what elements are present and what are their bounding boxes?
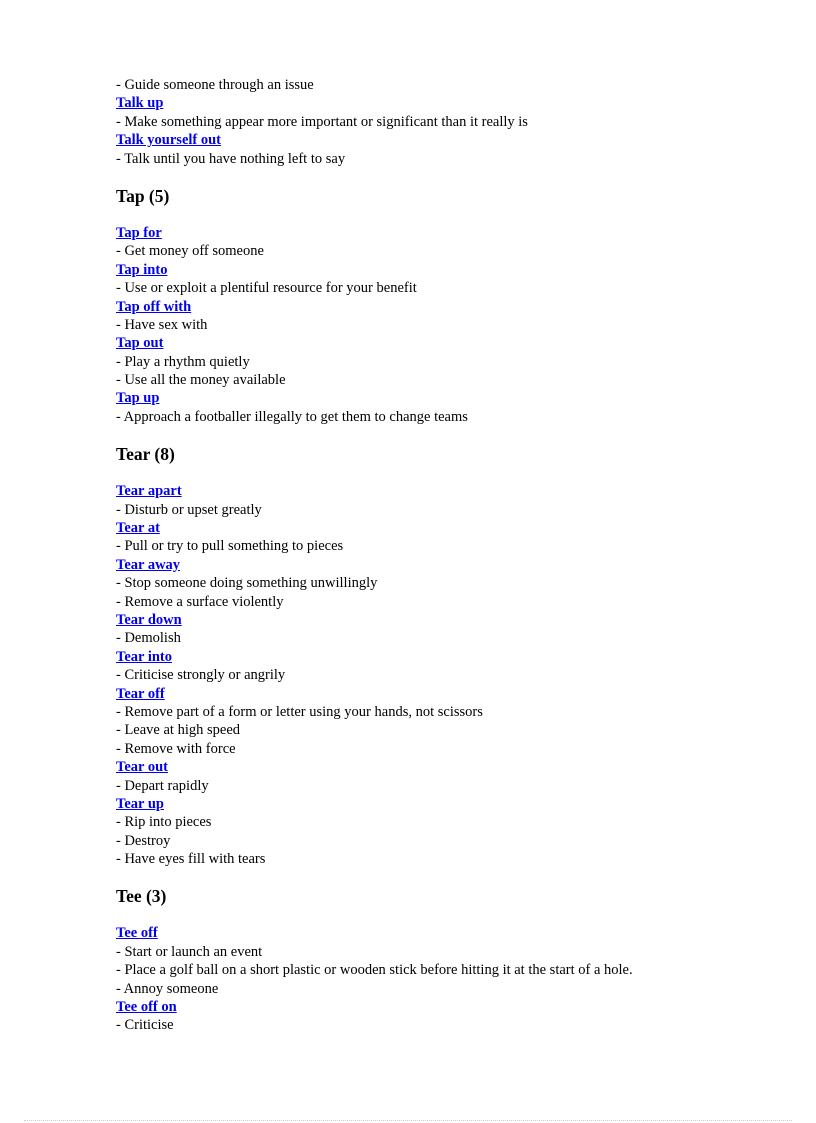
phrasal-verb-link[interactable]: Tap out bbox=[116, 335, 164, 352]
section-heading: Tee (3) bbox=[116, 886, 167, 907]
definition-line: - Annoy someone bbox=[116, 980, 219, 997]
phrasal-verb-link[interactable]: Tear into bbox=[116, 648, 172, 665]
definition-line: - Stop someone doing something unwillingly bbox=[116, 575, 378, 592]
definition-line: - Talk until you have nothing left to say bbox=[116, 150, 346, 167]
phrasal-verb-link[interactable]: Tear down bbox=[116, 611, 182, 628]
definition-line: - Start or launch an event bbox=[116, 943, 263, 960]
phrasal-verb-link[interactable]: Tap off with bbox=[116, 298, 192, 315]
definition-line: - Destroy bbox=[116, 832, 171, 849]
section-heading: Tap (5) bbox=[116, 185, 170, 206]
definition-line: - Criticise bbox=[116, 1017, 174, 1034]
definition-line: - Rip into pieces bbox=[116, 814, 212, 831]
phrasal-verb-link[interactable]: Tear up bbox=[116, 795, 164, 812]
section-tap bbox=[116, 185, 796, 426]
phrasal-verb-link[interactable]: Tap up bbox=[116, 390, 160, 407]
definition-line: - Use all the money available bbox=[116, 372, 286, 389]
definition-line: - Have eyes fill with tears bbox=[116, 851, 266, 868]
intro-section bbox=[116, 76, 796, 168]
definition-line: - Get money off someone bbox=[116, 243, 264, 260]
definition-line: - Place a golf ball on a short plastic or wooden stick before hitting it at the start of a hole. bbox=[116, 962, 633, 979]
phrasal-verb-link[interactable]: Tear out bbox=[116, 759, 168, 776]
phrasal-verb-link[interactable]: Talk yourself out bbox=[116, 132, 222, 149]
definition-line: - Demolish bbox=[116, 630, 181, 647]
phrasal-verb-link[interactable]: Talk up bbox=[116, 95, 164, 112]
definition-line: - Leave at high speed bbox=[116, 722, 241, 739]
definition-line: - Remove with force bbox=[116, 740, 236, 757]
definition-line: - Depart rapidly bbox=[116, 777, 209, 794]
phrasal-verb-link[interactable]: Tear at bbox=[116, 520, 160, 537]
definition-line: - Have sex with bbox=[116, 316, 208, 333]
definition-line: - Make something appear more important or significant than it really is bbox=[116, 113, 528, 130]
definition-line: - Approach a footballer illegally to get them to change teams bbox=[116, 408, 468, 425]
section-heading: Tear (8) bbox=[116, 444, 175, 465]
phrasal-verb-link[interactable]: Tap into bbox=[116, 261, 168, 278]
phrasal-verb-link[interactable]: Tee off on bbox=[116, 999, 177, 1016]
phrasal-verb-link[interactable]: Tear apart bbox=[116, 483, 182, 500]
page-footer-divider bbox=[24, 1120, 792, 1121]
definition-line: - Criticise strongly or angrily bbox=[116, 667, 286, 684]
section-tear bbox=[116, 443, 796, 868]
phrasal-verb-link[interactable]: Tear off bbox=[116, 685, 165, 702]
phrasal-verb-link[interactable]: Tear away bbox=[116, 556, 181, 573]
definition-line: - Remove a surface violently bbox=[116, 593, 284, 610]
phrasal-verb-link[interactable]: Tee off bbox=[116, 925, 158, 942]
definition-line: - Play a rhythm quietly bbox=[116, 353, 250, 370]
document-page bbox=[116, 76, 796, 1035]
definition-line: - Guide someone through an issue bbox=[116, 77, 314, 93]
definition-line: - Pull or try to pull something to pieces bbox=[116, 538, 344, 555]
phrasal-verb-link[interactable]: Tap for bbox=[116, 224, 162, 241]
definition-line: - Remove part of a form or letter using your hands, not scissors bbox=[116, 703, 483, 720]
section-tee bbox=[116, 885, 796, 1034]
definition-line: - Disturb or upset greatly bbox=[116, 501, 262, 518]
definition-line: - Use or exploit a plentiful resource for your benefit bbox=[116, 280, 417, 297]
